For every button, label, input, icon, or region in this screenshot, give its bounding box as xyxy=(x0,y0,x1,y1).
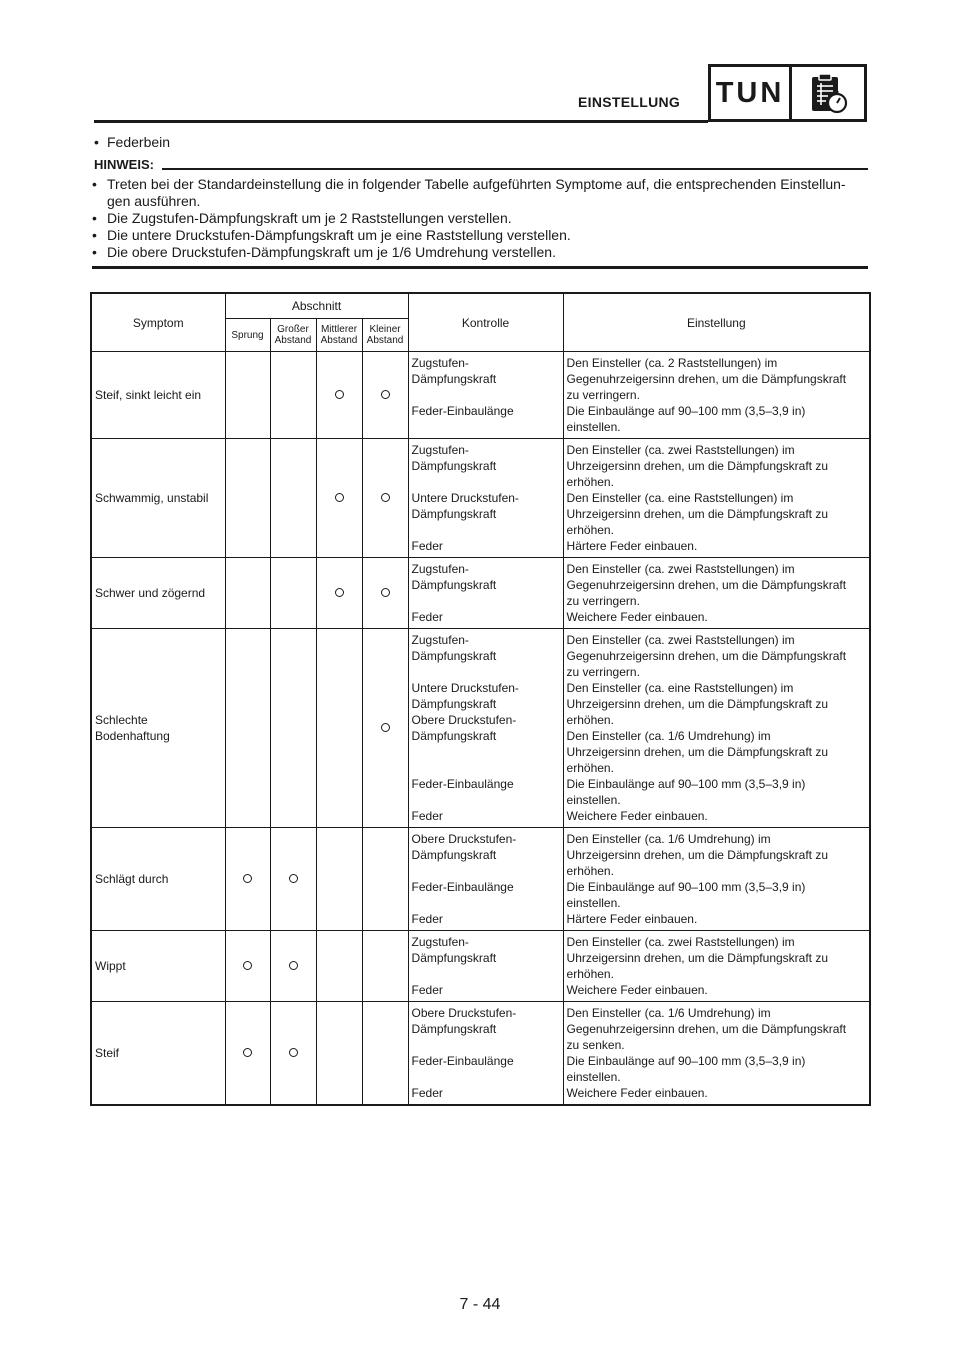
kontrolle-line: Feder xyxy=(411,1086,443,1100)
bullet: • xyxy=(94,134,99,150)
page-number: 7 - 44 xyxy=(459,1296,501,1313)
section-mark-cell xyxy=(270,828,316,931)
einstellung-line: Die Einbaulänge auf 90–100 mm (3,5–3,9 in) xyxy=(566,880,806,894)
header-einstellung: Einstellung xyxy=(563,293,870,352)
symptom-cell: Schwer und zögernd xyxy=(91,558,225,629)
kontrolle-line xyxy=(412,387,560,403)
kontrolle-line xyxy=(412,419,560,435)
note-label: HINWEIS: xyxy=(94,157,154,172)
einstellung-line: Gegenuhrzeigersinn drehen, um die Dämpfungskraft xyxy=(566,372,847,386)
einstellung-line: Den Einsteller (ca. zwei Raststellungen) im xyxy=(566,562,795,576)
header-sprung: Sprung xyxy=(225,319,270,352)
section-mark-cell xyxy=(225,1002,270,1106)
einstellung-line: einstellen. xyxy=(566,420,621,434)
kontrolle-line: Obere Druckstufen- xyxy=(411,832,517,846)
tun-badge: TUN xyxy=(708,64,792,122)
kontrolle-line: Dämpfungskraft xyxy=(411,729,497,743)
symptom-cell: Steif, sinkt leicht ein xyxy=(91,352,225,439)
kontrolle-line: Feder-Einbaulänge xyxy=(411,404,514,418)
kontrolle-line: Zugstufen- xyxy=(411,443,469,457)
subsection-heading xyxy=(94,134,170,151)
kontrolle-line: Dämpfungskraft xyxy=(411,848,497,862)
einstellung-line: Weichere Feder einbauen. xyxy=(566,809,708,823)
section-mark-cell xyxy=(225,439,270,558)
clipboard-stopwatch-icon xyxy=(789,64,867,122)
kontrolle-line: Zugstufen- xyxy=(411,562,469,576)
symptom-cell: Schlägt durch xyxy=(91,828,225,931)
circle-mark-icon xyxy=(381,493,390,502)
einstellung-line: erhöhen. xyxy=(566,761,614,775)
table-row xyxy=(91,931,870,1002)
note-item: • Die obere Druckstufen-Dämpfungskraft um je 1/6 Umdrehung verstellen. xyxy=(92,244,556,260)
einstellung-line: Weichere Feder einbauen. xyxy=(566,1086,708,1100)
einstellung-line: Weichere Feder einbauen. xyxy=(566,610,708,624)
section-mark-cell xyxy=(225,629,270,828)
kontrolle-line: Feder xyxy=(411,539,443,553)
einstellung-line: zu senken. xyxy=(566,1038,625,1052)
einstellung-line: Uhrzeigersinn drehen, um die Dämpfungskraft zu xyxy=(566,697,829,711)
symptom-cell: Schlechte Bodenhaftung xyxy=(91,629,225,828)
kontrolle-line xyxy=(412,744,560,760)
einstellung-line: Die Einbaulänge auf 90–100 mm (3,5–3,9 in) xyxy=(566,1054,806,1068)
einstellung-line: zu verringern. xyxy=(566,665,640,679)
symptom-cell: Steif xyxy=(91,1002,225,1106)
einstellung-line: Uhrzeigersinn drehen, um die Dämpfungskraft zu xyxy=(566,459,829,473)
section-mark-cell xyxy=(316,352,362,439)
einstellung-line: Härtere Feder einbauen. xyxy=(566,539,698,553)
header-abschnitt: Abschnitt xyxy=(225,293,408,319)
circle-mark-icon xyxy=(381,390,390,399)
section-mark-cell xyxy=(225,828,270,931)
einstellung-cell xyxy=(563,439,870,558)
section-mark-cell xyxy=(270,629,316,828)
table-row xyxy=(91,352,870,439)
kontrolle-cell xyxy=(408,629,563,828)
einstellung-line: erhöhen. xyxy=(566,864,614,878)
kontrolle-line: Dämpfungskraft xyxy=(411,578,497,592)
section-mark-cell xyxy=(316,439,362,558)
kontrolle-line: Feder-Einbaulänge xyxy=(411,880,514,894)
einstellung-line: Gegenuhrzeigersinn drehen, um die Dämpfungskraft xyxy=(566,1022,847,1036)
kontrolle-line xyxy=(412,863,560,879)
circle-mark-icon xyxy=(243,961,252,970)
circle-mark-icon xyxy=(335,588,344,597)
einstellung-line: Weichere Feder einbauen. xyxy=(566,983,708,997)
circle-mark-icon xyxy=(289,874,298,883)
section-mark-cell xyxy=(270,439,316,558)
section-mark-cell xyxy=(270,931,316,1002)
kontrolle-line: Dämpfungskraft xyxy=(411,372,497,386)
symptom-cell: Schwammig, unstabil xyxy=(91,439,225,558)
section-mark-cell xyxy=(270,558,316,629)
einstellung-cell xyxy=(563,1002,870,1106)
adjustment-table xyxy=(90,292,871,1106)
section-mark-cell xyxy=(316,1002,362,1106)
section-mark-cell xyxy=(316,558,362,629)
kontrolle-line xyxy=(412,1037,560,1053)
einstellung-line: einstellen. xyxy=(566,896,621,910)
header-kontrolle: Kontrolle xyxy=(408,293,563,352)
kontrolle-line: Feder xyxy=(411,809,443,823)
einstellung-line: Uhrzeigersinn drehen, um die Dämpfungskraft zu xyxy=(566,848,829,862)
einstellung-cell xyxy=(563,558,870,629)
einstellung-line: Den Einsteller (ca. zwei Raststellungen) im xyxy=(566,935,795,949)
note-end-rule xyxy=(92,266,868,269)
kontrolle-line: Zugstufen- xyxy=(411,633,469,647)
kontrolle-line: Feder-Einbaulänge xyxy=(411,1054,514,1068)
einstellung-line: Den Einsteller (ca. 2 Raststellungen) im xyxy=(566,356,778,370)
kontrolle-line xyxy=(412,1069,560,1085)
kontrolle-line: Feder xyxy=(411,610,443,624)
kontrolle-line: Dämpfungskraft xyxy=(411,1022,497,1036)
section-mark-cell xyxy=(225,558,270,629)
einstellung-line: Uhrzeigersinn drehen, um die Dämpfungskraft zu xyxy=(566,745,829,759)
section-mark-cell xyxy=(362,439,408,558)
kontrolle-cell xyxy=(408,931,563,1002)
einstellung-cell xyxy=(563,352,870,439)
einstellung-cell xyxy=(563,629,870,828)
einstellung-line: erhöhen. xyxy=(566,475,614,489)
section-mark-cell xyxy=(270,352,316,439)
einstellung-line: erhöhen. xyxy=(566,523,614,537)
table-row xyxy=(91,1002,870,1106)
kontrolle-line xyxy=(412,792,560,808)
section-mark-cell xyxy=(270,1002,316,1106)
kontrolle-line: Feder xyxy=(411,983,443,997)
einstellung-line: Gegenuhrzeigersinn drehen, um die Dämpfungskraft xyxy=(566,649,847,663)
einstellung-line: Gegenuhrzeigersinn drehen, um die Dämpfungskraft xyxy=(566,578,847,592)
circle-mark-icon xyxy=(381,723,390,732)
circle-mark-icon xyxy=(289,1048,298,1057)
kontrolle-line xyxy=(412,474,560,490)
kontrolle-line: Untere Druckstufen- xyxy=(411,681,519,695)
table-row xyxy=(91,629,870,828)
header-kleiner-abstand: Kleiner Abstand xyxy=(362,319,408,352)
circle-mark-icon xyxy=(335,493,344,502)
einstellung-line: Die Einbaulänge auf 90–100 mm (3,5–3,9 in) xyxy=(566,404,806,418)
einstellung-line: Den Einsteller (ca. eine Raststellungen) im xyxy=(566,681,794,695)
einstellung-line: Den Einsteller (ca. 1/6 Umdrehung) im xyxy=(566,1006,771,1020)
kontrolle-line: Obere Druckstufen- xyxy=(411,1006,517,1020)
einstellung-cell xyxy=(563,828,870,931)
einstellung-line: Härtere Feder einbauen. xyxy=(566,912,698,926)
circle-mark-icon xyxy=(243,874,252,883)
kontrolle-line xyxy=(412,895,560,911)
einstellung-line: erhöhen. xyxy=(566,713,614,727)
section-mark-cell xyxy=(362,828,408,931)
table-row xyxy=(91,558,870,629)
section-mark-cell xyxy=(316,828,362,931)
note-item: • Die Zugstufen-Dämpfungskraft um je 2 Raststellungen verstellen. xyxy=(92,210,512,226)
section-mark-cell xyxy=(362,1002,408,1106)
note-item: • Treten bei der Standardeinstellung die in folgender Tabelle aufgeführten Symptome auf, die entsprechenden Einstellun- xyxy=(92,176,846,192)
section-mark-cell xyxy=(225,352,270,439)
note-rule xyxy=(162,168,868,170)
einstellung-line: zu verringern. xyxy=(566,388,640,402)
einstellung-line: Den Einsteller (ca. zwei Raststellungen) im xyxy=(566,443,795,457)
circle-mark-icon xyxy=(381,588,390,597)
section-mark-cell xyxy=(316,931,362,1002)
kontrolle-line: Dämpfungskraft xyxy=(411,951,497,965)
kontrolle-line: Feder xyxy=(411,912,443,926)
kontrolle-cell xyxy=(408,352,563,439)
kontrolle-cell xyxy=(408,1002,563,1106)
section-mark-cell xyxy=(225,931,270,1002)
subsection-label: Federbein xyxy=(107,134,171,150)
header-mittlerer-abstand: Mittlerer Abstand xyxy=(316,319,362,352)
header-rule xyxy=(94,120,708,123)
kontrolle-line: Dämpfungskraft xyxy=(411,649,497,663)
kontrolle-line: Dämpfungskraft xyxy=(411,697,497,711)
section-mark-cell xyxy=(362,558,408,629)
kontrolle-line: Zugstufen- xyxy=(411,935,469,949)
kontrolle-line: Dämpfungskraft xyxy=(411,507,497,521)
einstellung-cell xyxy=(563,931,870,1002)
symptom-cell: Wippt xyxy=(91,931,225,1002)
note-item-continuation: gen ausführen. xyxy=(107,193,201,209)
einstellung-line: zu verringern. xyxy=(566,594,640,608)
circle-mark-icon xyxy=(243,1048,252,1057)
einstellung-line: einstellen. xyxy=(566,1070,621,1084)
einstellung-line: Uhrzeigersinn drehen, um die Dämpfungskraft zu xyxy=(566,507,829,521)
circle-mark-icon xyxy=(335,390,344,399)
einstellung-line: Die Einbaulänge auf 90–100 mm (3,5–3,9 in) xyxy=(566,777,806,791)
table-row xyxy=(91,439,870,558)
einstellung-line: Den Einsteller (ca. zwei Raststellungen) im xyxy=(566,633,795,647)
section-mark-cell xyxy=(362,931,408,1002)
kontrolle-line xyxy=(412,966,560,982)
einstellung-line: Den Einsteller (ca. 1/6 Umdrehung) im xyxy=(566,729,771,743)
kontrolle-line xyxy=(412,664,560,680)
einstellung-line: erhöhen. xyxy=(566,967,614,981)
einstellung-line: Uhrzeigersinn drehen, um die Dämpfungskraft zu xyxy=(566,951,829,965)
kontrolle-line: Zugstufen- xyxy=(411,356,469,370)
kontrolle-line xyxy=(412,760,560,776)
table-row xyxy=(91,828,870,931)
kontrolle-line: Obere Druckstufen- xyxy=(411,713,517,727)
kontrolle-line: Feder-Einbaulänge xyxy=(411,777,514,791)
kontrolle-cell xyxy=(408,828,563,931)
note-item: • Die untere Druckstufen-Dämpfungskraft um je eine Raststellung verstellen. xyxy=(92,227,571,243)
header-symptom: Symptom xyxy=(91,293,225,352)
kontrolle-line xyxy=(412,593,560,609)
einstellung-line: einstellen. xyxy=(566,793,621,807)
kontrolle-line: Untere Druckstufen- xyxy=(411,491,519,505)
kontrolle-line xyxy=(412,522,560,538)
section-title: EINSTELLUNG xyxy=(578,94,681,110)
einstellung-line: Den Einsteller (ca. eine Raststellungen) im xyxy=(566,491,794,505)
einstellung-line: Den Einsteller (ca. 1/6 Umdrehung) im xyxy=(566,832,771,846)
kontrolle-cell xyxy=(408,439,563,558)
section-mark-cell xyxy=(362,352,408,439)
header-grosser-abstand: Großer Abstand xyxy=(270,319,316,352)
circle-mark-icon xyxy=(289,961,298,970)
kontrolle-cell xyxy=(408,558,563,629)
section-mark-cell xyxy=(362,629,408,828)
kontrolle-line: Dämpfungskraft xyxy=(411,459,497,473)
section-mark-cell xyxy=(316,629,362,828)
